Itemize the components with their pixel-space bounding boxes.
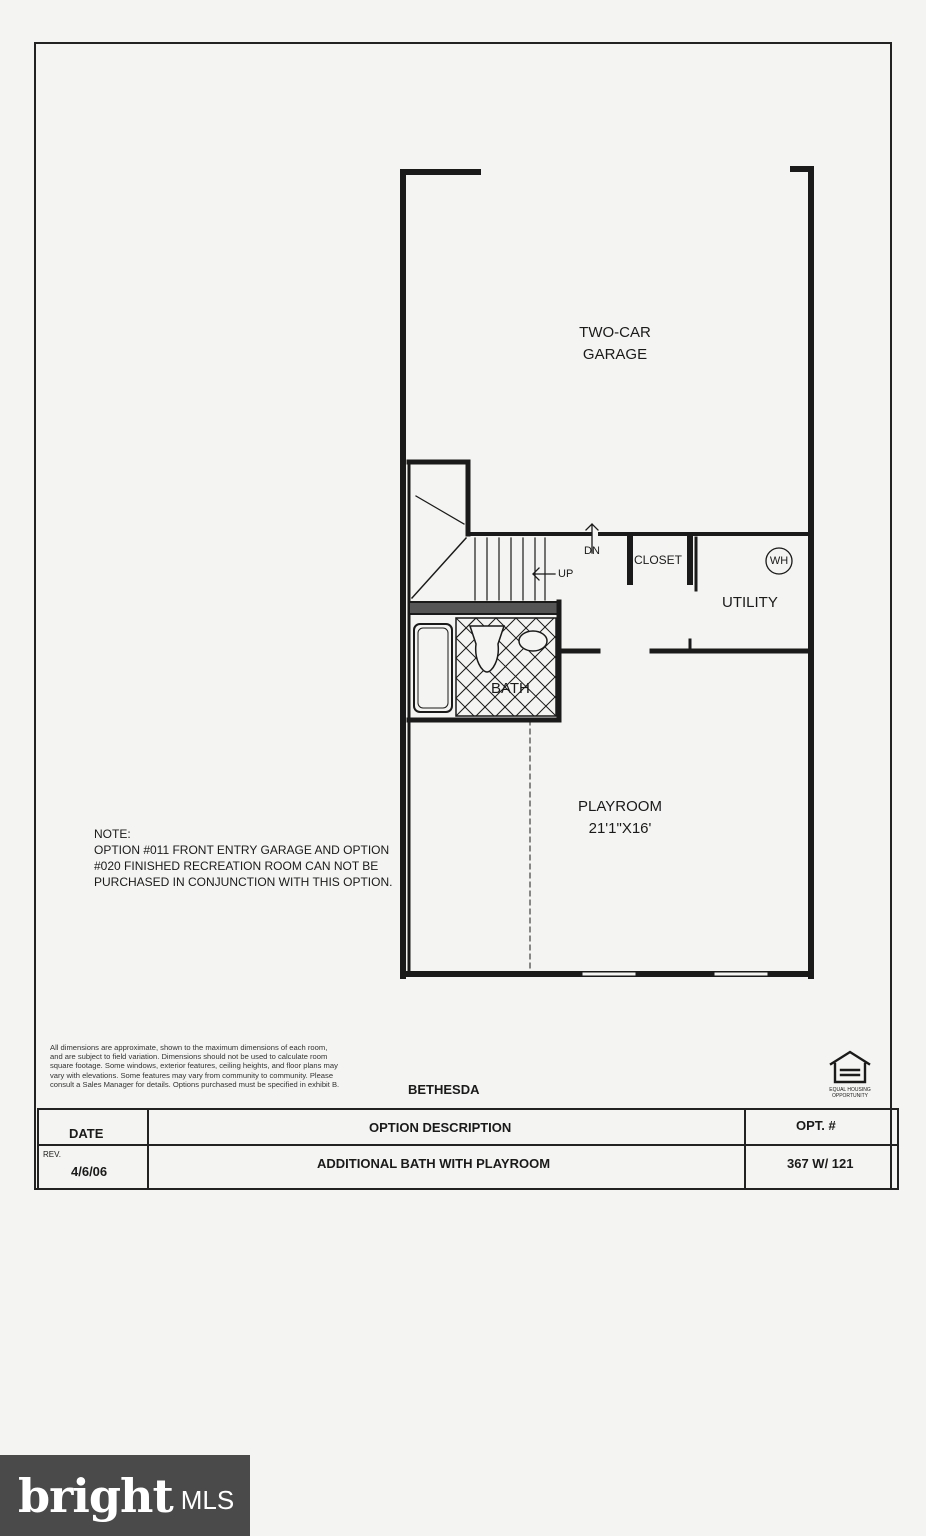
date-value: 4/6/06: [71, 1164, 108, 1179]
model-name: BETHESDA: [408, 1082, 480, 1097]
toilet: [470, 626, 504, 672]
playroom-size: 21'1"X16': [588, 820, 652, 837]
watermark-suffix: MLS: [180, 1485, 235, 1515]
disclaimer-text: All dimensions are approximate, shown to the maximum dimensions of each room, and are subject to field variation. Dimensions should not be used to calculate room square footage. Some windows, exterior features, ceiling heights, and floor plans may vary with elevations. Some features may vary from community to community. Please consult a Sales Manager for details. Options purchased must be specified in exhibit B.: [50, 1043, 340, 1089]
title-block: [37, 1108, 899, 1190]
playroom-name: PLAYROOM: [578, 798, 662, 815]
bathtub: [414, 624, 452, 712]
garage-label: [560, 322, 670, 366]
garage-label-line2: GARAGE: [582, 346, 648, 363]
equal-housing-icon: [831, 1052, 869, 1082]
description-value: ADDITIONAL BATH WITH PLAYROOM: [317, 1156, 551, 1171]
bath-top-wall: [409, 602, 559, 614]
garage-wall-left: [403, 172, 478, 976]
closet-label: CLOSET: [634, 553, 683, 567]
stair-up-label: UP: [558, 568, 574, 580]
watermark-brand: bright: [18, 1468, 173, 1523]
note-line-3: PURCHASED IN CONJUNCTION WITH THIS OPTION.: [94, 875, 393, 889]
note-line-1: OPTION #011 FRONT ENTRY GARAGE AND OPTION: [94, 843, 390, 857]
stair-down-label: DN: [584, 545, 600, 557]
brightmls-watermark: [0, 1455, 250, 1536]
stair-treads: [475, 538, 545, 600]
sink: [519, 631, 547, 651]
opt-header: OPT. #: [796, 1118, 836, 1133]
stair-enclosure: [409, 462, 468, 534]
rev-label: REV.: [43, 1150, 61, 1159]
option-note: [94, 826, 394, 890]
opt-value: 367 W/ 121: [787, 1156, 854, 1171]
utility-label: UTILITY: [722, 594, 778, 611]
note-line-2: #020 FINISHED RECREATION ROOM CAN NOT BE: [94, 859, 379, 873]
date-header: DATE: [69, 1126, 104, 1141]
note-title: NOTE:: [94, 827, 131, 841]
playroom-label: [560, 796, 680, 840]
equal-housing-label: EQUAL HOUSING OPPORTUNITY: [829, 1087, 871, 1099]
garage-wall-right: [793, 169, 811, 976]
garage-label-line1: TWO-CAR: [579, 324, 651, 341]
water-heater-label: WH: [769, 555, 789, 567]
bath-label: BATH: [491, 680, 530, 697]
description-header: OPTION DESCRIPTION: [369, 1120, 512, 1135]
